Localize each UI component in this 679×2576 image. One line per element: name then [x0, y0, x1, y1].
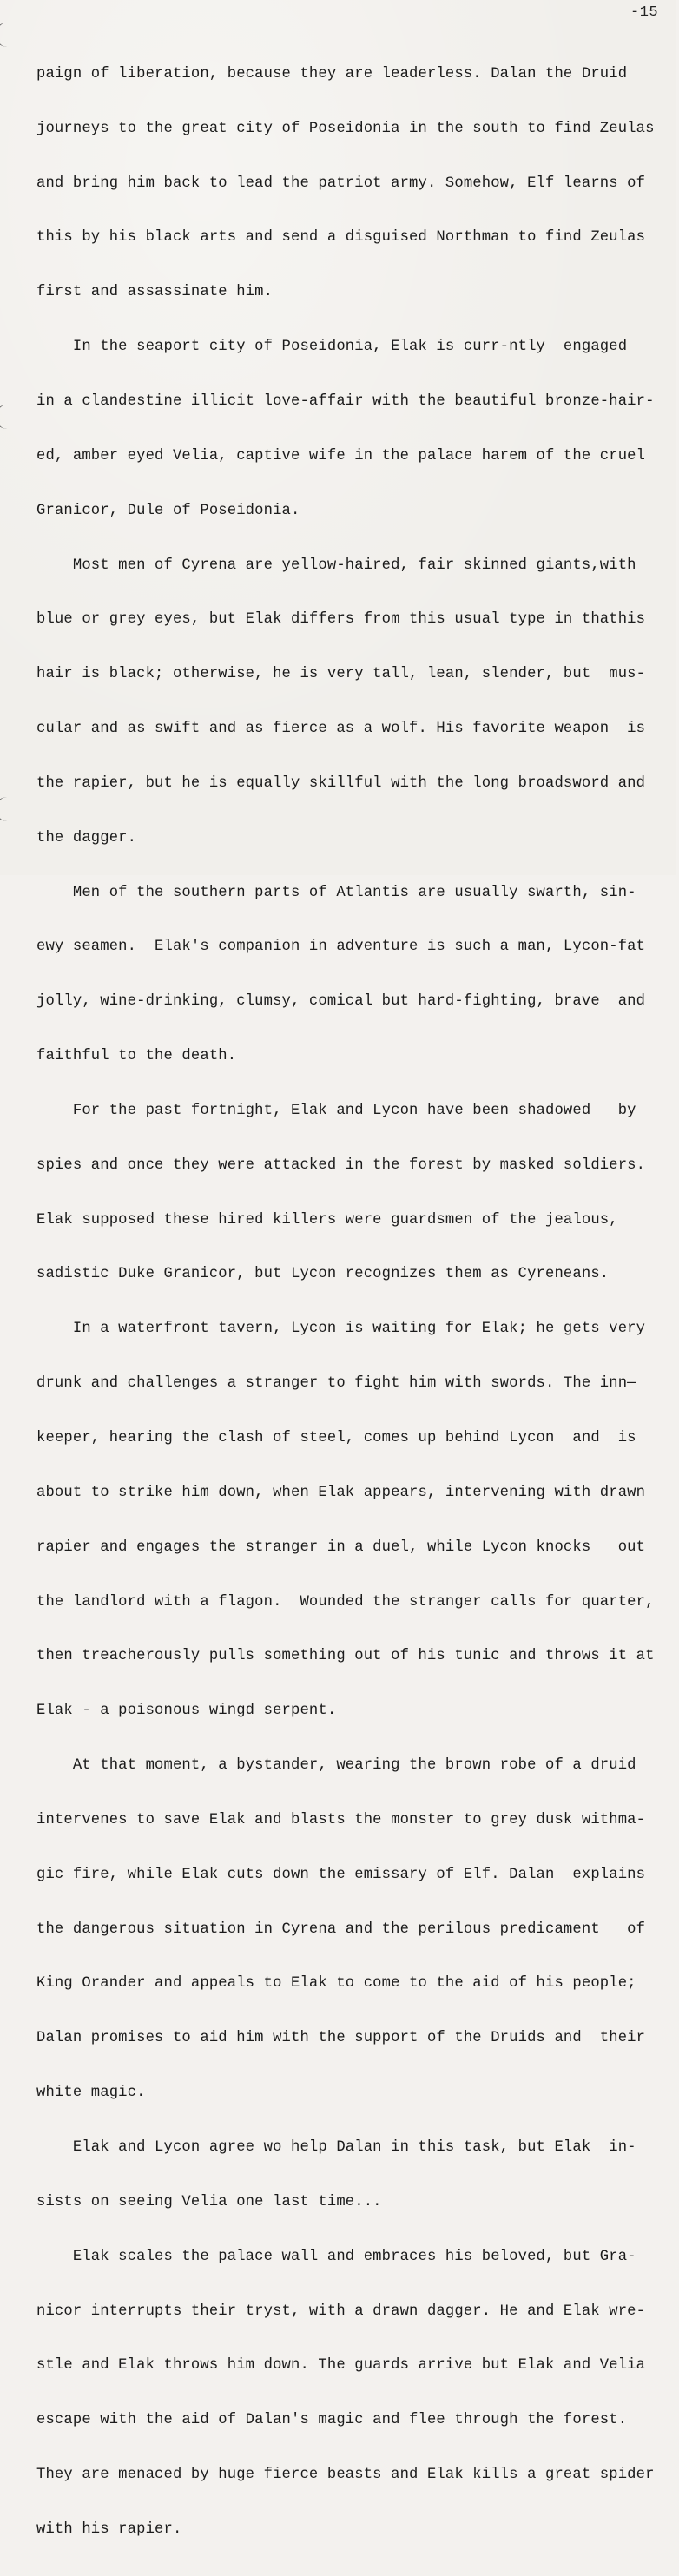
text-line: Most men of Cyrena are yellow-haired, fair skinned giants,with	[36, 557, 636, 574]
punch-hole-mark	[0, 23, 9, 47]
text-line: Dalan promises to aid him with the support of the Druids and their	[36, 2030, 646, 2047]
text-line: white magic.	[36, 2085, 146, 2102]
text-line: nicor interrupts their tryst, with a drawn dagger. He and Elak wre-	[36, 2303, 646, 2320]
punch-hole-mark	[0, 797, 9, 821]
text-line: about to strike him down, when Elak appears, intervening with drawn	[36, 1484, 646, 1501]
text-line: first and assassinate him.	[36, 284, 274, 301]
text-line: the dangerous situation in Cyrena and the perilous predicament of	[36, 1920, 646, 1938]
text-line: jolly, wine-drinking, clumsy, comical but hard-fighting, brave and	[36, 993, 646, 1011]
text-line: Elak supposed these hired killers were guardsmen of the jealous,	[36, 1211, 618, 1229]
text-line: rapier and engages the stranger in a duel, while Lycon knocks out	[36, 1538, 646, 1556]
text-line: sadistic Duke Granicor, but Lycon recognizes them as Cyreneans.	[36, 1266, 610, 1283]
text-line: with his rapier.	[36, 2520, 182, 2538]
text-line: intervenes to save Elak and blasts the monster to grey dusk withma-	[36, 1811, 646, 1828]
text-line: ewy seamen. Elak's companion in adventure is such a man, Lycon-fat	[36, 939, 646, 956]
text-line: then treacherously pulls something out of his tunic and throws it at	[36, 1648, 655, 1665]
text-line: Men of the southern parts of Atlantis are usually swarth, sin-	[36, 884, 636, 901]
text-line: in a clandestine illicit love-affair with the beautiful bronze-hair-	[36, 392, 655, 410]
text-line: keeper, hearing the clash of steel, comes up behind Lycon and is	[36, 1430, 636, 1446]
text-line: Granicor, Dule of Poseidonia.	[36, 502, 300, 519]
body-text	[36, 30, 679, 2576]
text-line: stle and Elak throws him down. The guards arrive but Elak and Velia	[36, 2357, 646, 2375]
text-line: drunk and challenges a stranger to fight him with swords. The inn—	[36, 1375, 636, 1393]
text-line: For the past fortnight, Elak and Lycon have been shadowed by	[36, 1102, 636, 1119]
text-line: In a waterfront tavern, Lycon is waiting for Elak; he gets very	[36, 1321, 646, 1338]
text-line: faithful to the death.	[36, 1048, 237, 1065]
text-line: spies and once they were attacked in the forest by masked soldiers.	[36, 1156, 646, 1174]
text-line: In the seaport city of Poseidonia, Elak is curr-ntly engaged	[36, 339, 628, 356]
text-line: ed, amber eyed Velia, captive wife in the palace harem of the cruel	[36, 447, 646, 464]
text-line: this by his black arts and send a disguised Northman to find Zeulas	[36, 229, 646, 247]
text-line: blue or grey eyes, but Elak differs from this usual type in thathis	[36, 611, 646, 629]
text-line: and bring him back to lead the patriot army. Somehow, Elf learns of	[36, 175, 646, 192]
text-line: sists on seeing Velia one last time...	[36, 2193, 382, 2210]
text-line: gic fire, while Elak cuts down the emissary of Elf. Dalan explains	[36, 1866, 646, 1883]
text-line: the rapier, but he is equally skillful with the long broadsword and	[36, 774, 646, 792]
page-number: -15	[630, 4, 659, 21]
punch-hole-mark	[0, 405, 9, 429]
text-line: At that moment, a bystander, wearing the brown robe of a druid	[36, 1757, 636, 1775]
text-line: escape with the aid of Dalan's magic and flee through the forest.	[36, 2412, 628, 2429]
text-line: cular and as swift and as fierce as a wolf. His favorite weapon is	[36, 721, 646, 738]
text-line: paign of liberation, because they are leaderless. Dalan the Druid	[36, 65, 628, 82]
text-line: Elak scales the palace wall and embraces his beloved, but Gra-	[36, 2248, 636, 2265]
text-line: King Orander and appeals to Elak to come to the aid of his people;	[36, 1975, 636, 1993]
text-line: the landlord with a flagon. Wounded the stranger calls for quarter,	[36, 1593, 655, 1611]
text-line: They are menaced by huge fierce beasts and Elak kills a great spider	[36, 2467, 655, 2484]
text-line: Elak and Lycon agree wo help Dalan in this task, but Elak in-	[36, 2138, 636, 2156]
text-line: hair is black; otherwise, he is very tall, lean, slender, but mus-	[36, 666, 646, 683]
text-line: journeys to the great city of Poseidonia in the south to find Zeulas	[36, 120, 655, 137]
text-line: Elak - a poisonous wingd serpent.	[36, 1703, 337, 1720]
text-line: the dagger.	[36, 829, 137, 847]
